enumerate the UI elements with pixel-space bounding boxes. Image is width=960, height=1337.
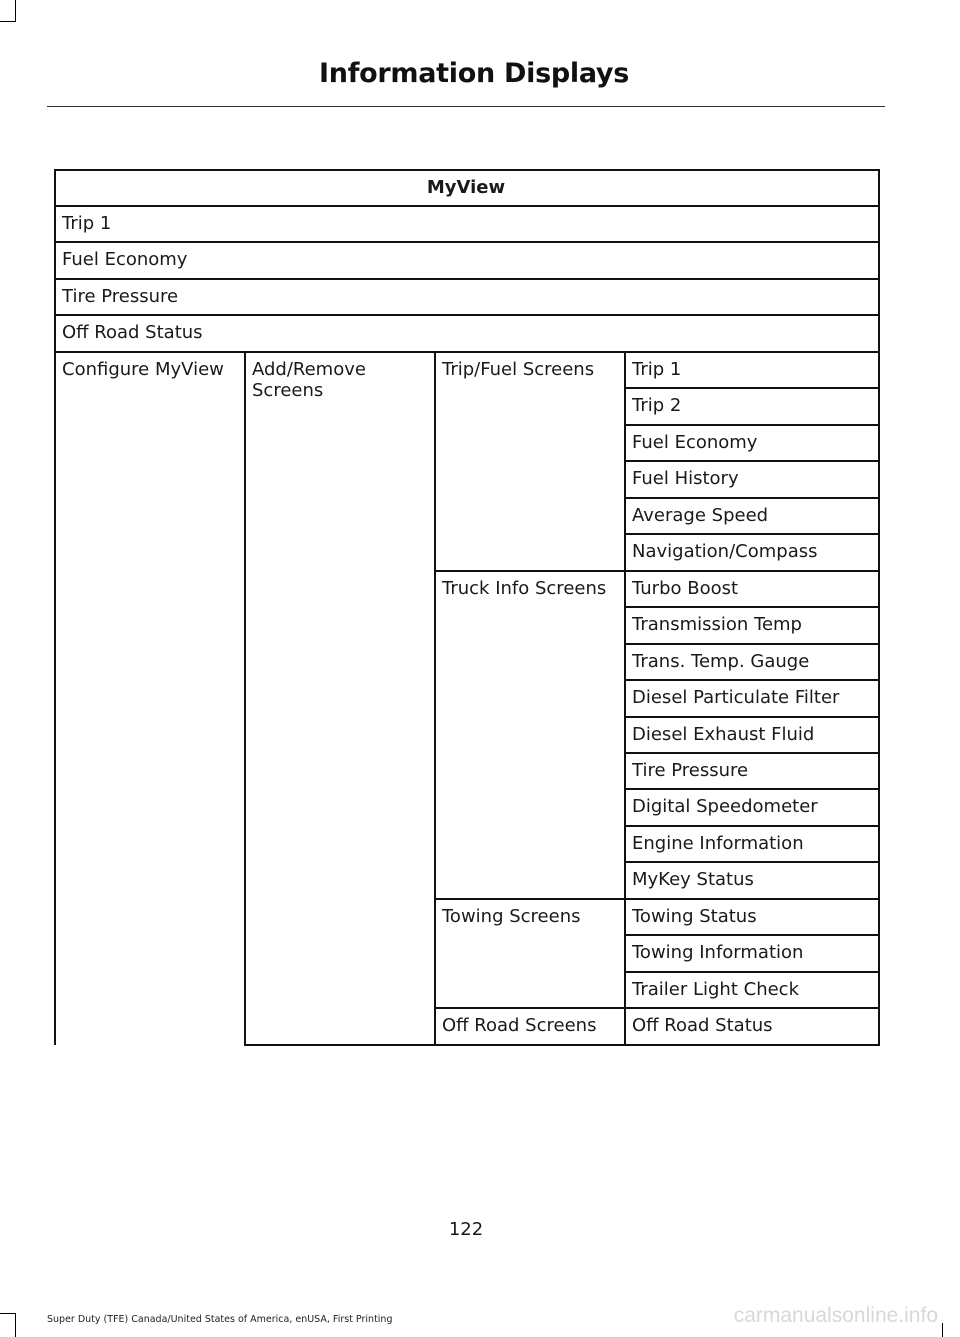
footer-text: Super Duty (TFE) Canada/United States of America, enUSA, First Printing <box>47 1314 393 1325</box>
screen-item: Fuel Economy <box>632 432 758 453</box>
screen-group-label: Trip/Fuel Screens <box>442 359 595 380</box>
screen-item: Diesel Particulate Filter <box>632 687 840 708</box>
screen-item: MyKey Status <box>632 869 754 890</box>
table-rule <box>244 1044 436 1046</box>
crop-mark <box>15 0 16 22</box>
table-rule <box>434 351 436 1046</box>
table-rule <box>878 169 880 1046</box>
page-number: 122 <box>448 1219 484 1240</box>
crop-mark <box>0 21 16 22</box>
table-row-label: Fuel Economy <box>62 249 188 271</box>
title-divider <box>47 106 885 107</box>
screen-item: Transmission Temp <box>632 614 802 635</box>
screen-item: Average Speed <box>632 505 769 526</box>
table-rule <box>624 351 626 1046</box>
page-title: Information Displays <box>319 58 629 89</box>
screen-item: Trip 1 <box>632 359 682 380</box>
screen-item: Turbo Boost <box>632 578 739 599</box>
table-row-label: Tire Pressure <box>62 285 179 307</box>
add-remove-screens-label: Add/Remove Screens <box>252 359 366 401</box>
screen-item: Off Road Status <box>632 1015 773 1036</box>
screen-item: Fuel History <box>632 468 739 489</box>
screen-item: Engine Information <box>632 833 804 854</box>
screen-item: Towing Information <box>632 942 804 963</box>
table-rule <box>54 169 56 1045</box>
table-row-label: Trip 1 <box>62 213 112 234</box>
table-row-label: Off Road Status <box>62 322 203 344</box>
screen-item: Trailer Light Check <box>632 979 799 1000</box>
screen-item: Towing Status <box>632 906 757 927</box>
table-rule <box>244 351 246 1046</box>
screen-item: Trip 2 <box>632 395 682 416</box>
crop-mark <box>15 1313 16 1337</box>
table-rule <box>434 1044 880 1046</box>
screen-item: Navigation/Compass <box>632 541 818 562</box>
screen-group-label: Off Road Screens <box>442 1015 597 1036</box>
screen-item: Tire Pressure <box>632 760 749 781</box>
screen-item: Digital Speedometer <box>632 796 818 817</box>
configure-myview-label: Configure MyView <box>62 359 224 380</box>
screen-item: Diesel Exhaust Fluid <box>632 724 815 745</box>
watermark: carmanualsonline.info <box>733 1304 938 1327</box>
table-heading: MyView <box>426 177 506 198</box>
screen-group-label: Towing Screens <box>442 906 581 927</box>
screen-group-label: Truck Info Screens <box>442 578 607 599</box>
crop-mark <box>0 1313 16 1314</box>
screen-item: Trans. Temp. Gauge <box>632 651 810 672</box>
crop-mark <box>942 1323 943 1337</box>
